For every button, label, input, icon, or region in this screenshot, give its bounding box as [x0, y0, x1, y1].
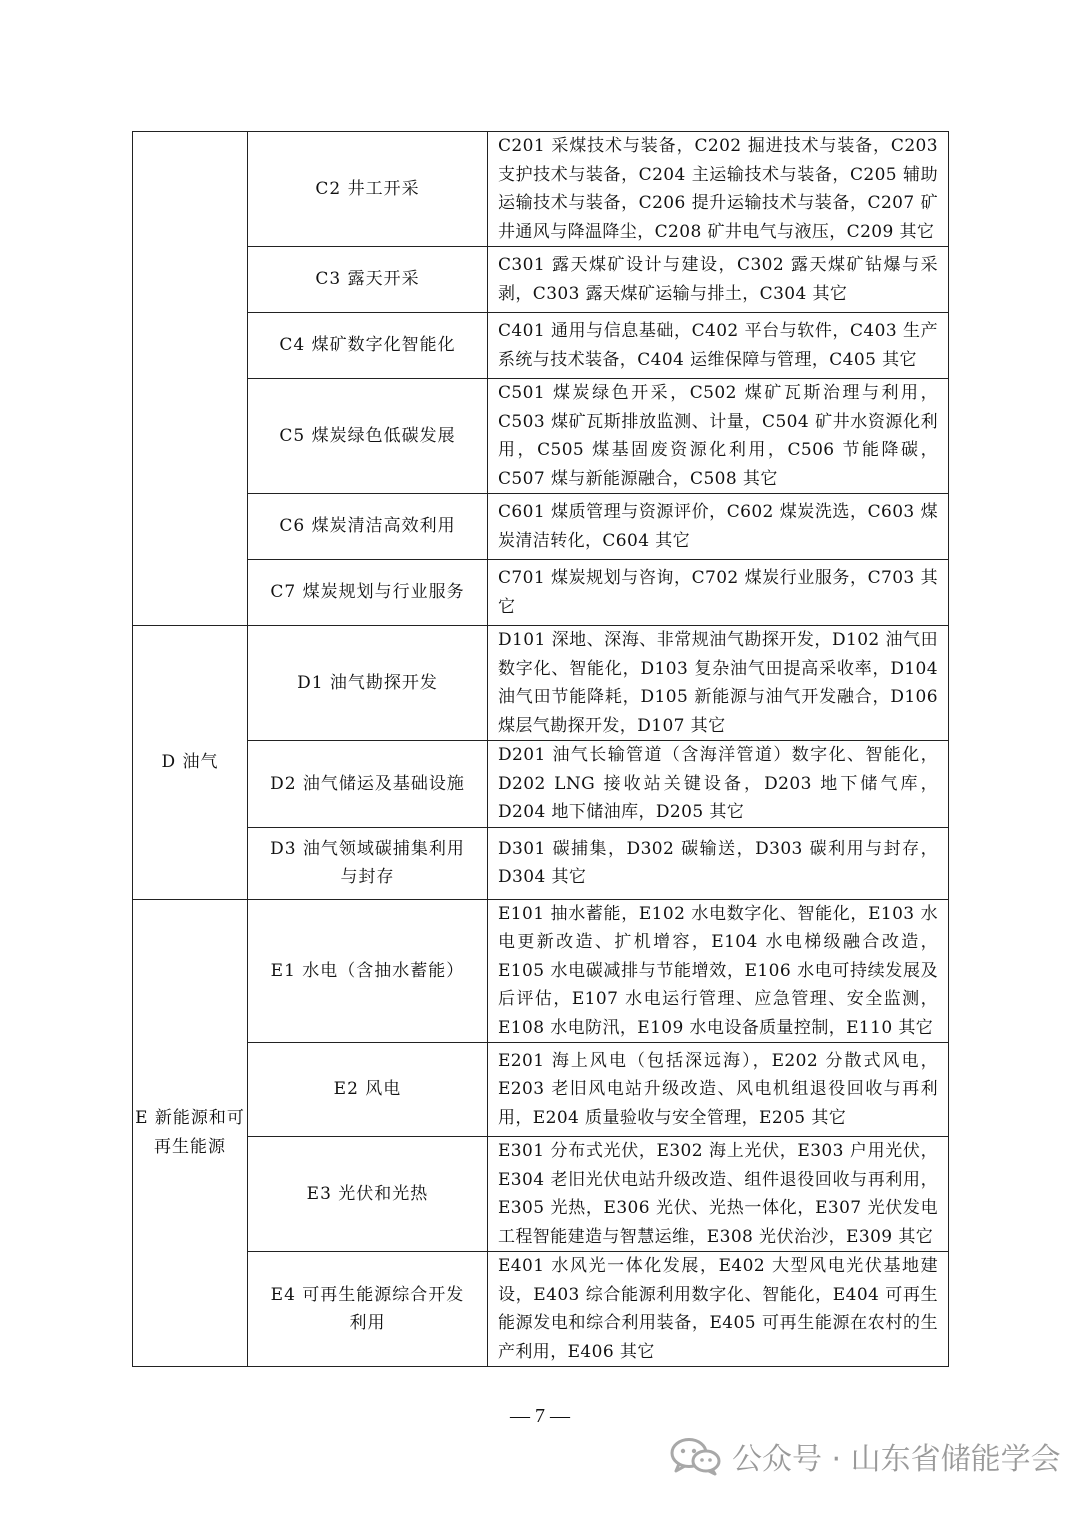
table-row: [133, 827, 949, 899]
items-cell: D101 深地、深海、非常规油气勘探开发，D102 油气田数字化、智能化，D103 复杂油气田提高采收率，D104 油气田节能降耗，D105 新能源与油气开发融合，D106 煤层气勘探开发，D107 其它: [488, 626, 949, 741]
wechat-icon: [668, 1436, 724, 1476]
subcategory-cell: E4 可再生能源综合开发利用: [248, 1252, 488, 1367]
items-cell: E201 海上风电（包括深远海），E202 分散式风电，E203 老旧风电站升级改造、风电机组退役回收与再利用，E204 质量验收与安全管理，E205 其它: [488, 1043, 949, 1137]
subcategory-cell: C5 煤炭绿色低碳发展: [248, 379, 488, 494]
watermark: [668, 1424, 1061, 1488]
classification-table-body: [133, 132, 949, 1367]
subcategory-cell: D3 油气领域碳捕集利用与封存: [248, 827, 488, 899]
table-row: [133, 132, 949, 247]
table-row: [133, 899, 949, 1043]
items-cell: D201 油气长输管道（含海洋管道）数字化、智能化，D202 LNG 接收站关键设备，D203 地下储气库，D204 地下储油库，D205 其它: [488, 741, 949, 828]
items-cell: C701 煤炭规划与咨询，C702 煤炭行业服务，C703 其它: [488, 560, 949, 626]
subcategory-cell: C7 煤炭规划与行业服务: [248, 560, 488, 626]
items-cell: C201 采煤技术与装备，C202 掘进技术与装备，C203 支护技术与装备，C204 主运输技术与装备，C205 辅助运输技术与装备，C206 提升运输技术与装备，C207 矿井通风与降温降尘，C208 矿井电气与液压，C209 其它: [488, 132, 949, 247]
items-cell: C401 通用与信息基础，C402 平台与软件，C403 生产系统与技术装备，C404 运维保障与管理，C405 其它: [488, 313, 949, 379]
category-cell: D 油气: [133, 626, 248, 900]
subcategory-cell: E3 光伏和光热: [248, 1137, 488, 1252]
classification-table: [132, 131, 949, 1367]
subcategory-cell: C3 露天开采: [248, 247, 488, 313]
subcategory-cell: C6 煤炭清洁高效利用: [248, 494, 488, 560]
items-cell: D301 碳捕集，D302 碳输送，D303 碳利用与封存，D304 其它: [488, 827, 949, 899]
subcategory-cell: D1 油气勘探开发: [248, 626, 488, 741]
category-cell: [133, 132, 248, 626]
items-cell: C301 露天煤矿设计与建设，C302 露天煤矿钻爆与采剥，C303 露天煤矿运输与排土，C304 其它: [488, 247, 949, 313]
table-row: [133, 741, 949, 828]
table-row: [133, 1137, 949, 1252]
watermark-text: 公众号 · 山东省储能学会: [732, 1442, 1061, 1477]
page-number: — 7 —: [510, 1405, 570, 1427]
items-cell: C501 煤炭绿色开采，C502 煤矿瓦斯治理与利用，C503 煤矿瓦斯排放监测、计量，C504 矿井水资源化利用，C505 煤基固废资源化利用，C506 节能降碳，C507 煤与新能源融合，C508 其它: [488, 379, 949, 494]
table-row: [133, 247, 949, 313]
items-cell: C601 煤质管理与资源评价，C602 煤炭洗选，C603 煤炭清洁转化，C604 其它: [488, 494, 949, 560]
subcategory-cell: D2 油气储运及基础设施: [248, 741, 488, 828]
items-cell: E101 抽水蓄能，E102 水电数字化、智能化，E103 水电更新改造、扩机增容，E104 水电梯级融合改造，E105 水电碳减排与节能增效，E106 水电可持续发展及后评估，E107 水电运行管理、应急管理、安全监测，E108 水电防汛，E109 水电设备质量控制，E110 其它: [488, 899, 949, 1043]
subcategory-cell: E2 风电: [248, 1043, 488, 1137]
table-row: [133, 494, 949, 560]
table-row: [133, 1252, 949, 1367]
subcategory-cell: E1 水电（含抽水蓄能）: [248, 899, 488, 1043]
subcategory-cell: C4 煤矿数字化智能化: [248, 313, 488, 379]
table-row: [133, 379, 949, 494]
table-row: [133, 1043, 949, 1137]
category-cell: E 新能源和可再生能源: [133, 899, 248, 1367]
table-row: [133, 560, 949, 626]
items-cell: E301 分布式光伏，E302 海上光伏，E303 户用光伏，E304 老旧光伏电站升级改造、组件退役回收与再利用，E305 光热，E306 光伏、光热一体化，E307 光伏发电工程智能建造与智慧运维，E308 光伏治沙，E309 其它: [488, 1137, 949, 1252]
items-cell: E401 水风光一体化发展，E402 大型风电光伏基地建设，E403 综合能源利用数字化、智能化，E404 可再生能源发电和综合利用装备，E405 可再生能源在农村的生产利用，E406 其它: [488, 1252, 949, 1367]
subcategory-cell: C2 井工开采: [248, 132, 488, 247]
table-row: [133, 626, 949, 741]
table-row: [133, 313, 949, 379]
